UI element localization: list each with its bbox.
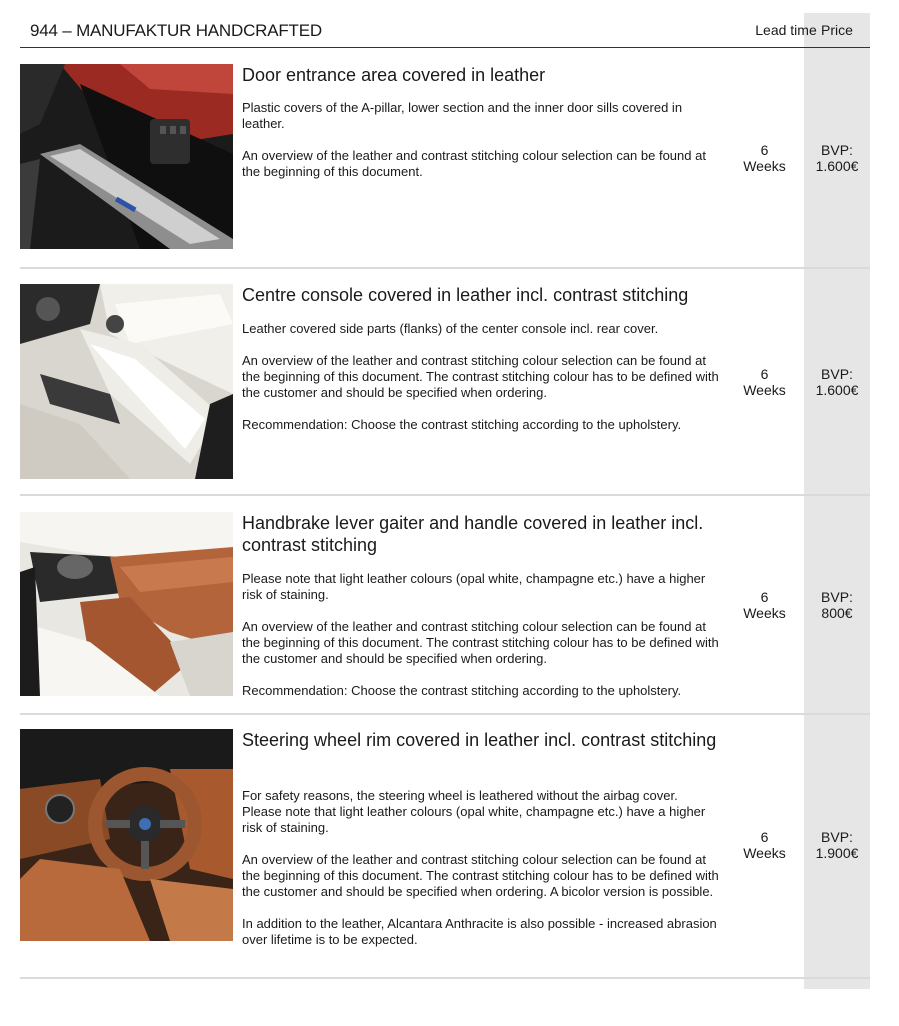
lead-time-cell [732,142,797,174]
option-row-steering-wheel [20,729,870,979]
option-description [242,788,720,964]
description-paragraph: In addition to the leather, Alcantara Anthracite is also possible - increased abrasion over lifetime is to be expected. [242,916,717,947]
description-paragraph: Leather covered side parts (flanks) of the center console incl. rear cover. [242,321,659,336]
option-title: Centre console covered in leather incl. contrast stitching [242,285,689,305]
price-cell [804,829,870,861]
option-description [242,571,720,715]
row-divider [20,713,870,715]
price-prefix: BVP: [821,366,853,382]
lead-time-cell [732,589,797,621]
price-cell [804,142,870,174]
option-row-handbrake [20,512,870,712]
price-value: 800€ [821,605,853,621]
price-cell [804,366,870,398]
description-paragraph: Please note that light leather colours (opal white, champagne etc.) have a higher risk of staining. [242,571,706,602]
lead-time-value: 6 [760,142,769,158]
description-paragraph: Plastic covers of the A-pillar, lower section and the inner door sills covered in leather. [242,100,683,131]
description-paragraph: Recommendation: Choose the contrast stitching according to the upholstery. [242,417,682,432]
price-cell [804,589,870,621]
door-sill-leather-photo [20,64,233,249]
header-divider [20,47,870,48]
price-column-header: Price [821,22,853,38]
lead-time-unit: Weeks [743,382,786,398]
lead-time-cell [732,829,797,861]
option-description [242,100,720,196]
option-row-centre-console [20,284,870,489]
lead-time-value: 6 [760,366,769,382]
row-divider [20,494,870,496]
option-row-door-entrance [20,64,870,264]
price-prefix: BVP: [821,142,853,158]
lead-time-value: 6 [760,589,769,605]
price-prefix: BVP: [821,589,853,605]
price-value: 1.600€ [815,382,859,398]
description-paragraph: An overview of the leather and contrast stitching colour selection can be found at the beginning of this document. The contrast stitching colour has to be defined with the customer and should be specified when ordering. [242,619,719,666]
lead-time-cell [732,366,797,398]
description-paragraph: For safety reasons, the steering wheel is leathered without the airbag cover. Please note that light leather colours (opal white, champagne etc.) have a higher risk of staining. [242,788,706,835]
option-description [242,321,720,449]
price-value: 1.900€ [815,845,859,861]
centre-console-leather-photo [20,284,233,479]
option-title: Handbrake lever gaiter and handle covered in leather incl. contrast stitching [242,513,704,555]
description-paragraph: An overview of the leather and contrast stitching colour selection can be found at the beginning of this document. [242,148,706,179]
option-title: Steering wheel rim covered in leather incl. contrast stitching [242,730,717,750]
lead-time-unit: Weeks [743,158,786,174]
lead-time-column-header: Lead time [755,22,817,38]
section-title: 944 – MANUFAKTUR HANDCRAFTED [30,21,322,40]
price-value: 1.600€ [815,158,859,174]
table-header [20,13,870,47]
handbrake-gaiter-leather-photo [20,512,233,696]
lead-time-unit: Weeks [743,605,786,621]
description-paragraph: Recommendation: Choose the contrast stitching according to the upholstery. [242,683,682,698]
steering-wheel-leather-photo [20,729,233,941]
row-divider [20,977,870,979]
price-prefix: BVP: [821,829,853,845]
description-paragraph: An overview of the leather and contrast stitching colour selection can be found at the beginning of this document. The contrast stitching colour has to be defined with the customer and should be specified when ordering. [242,353,719,400]
lead-time-unit: Weeks [743,845,786,861]
row-divider [20,267,870,269]
lead-time-value: 6 [760,829,769,845]
description-paragraph: An overview of the leather and contrast stitching colour selection can be found at the beginning of this document. The contrast stitching colour has to be defined with the customer and should be specified when ordering. A bicolor version is possible. [242,852,719,899]
option-title: Door entrance area covered in leather [242,65,546,85]
